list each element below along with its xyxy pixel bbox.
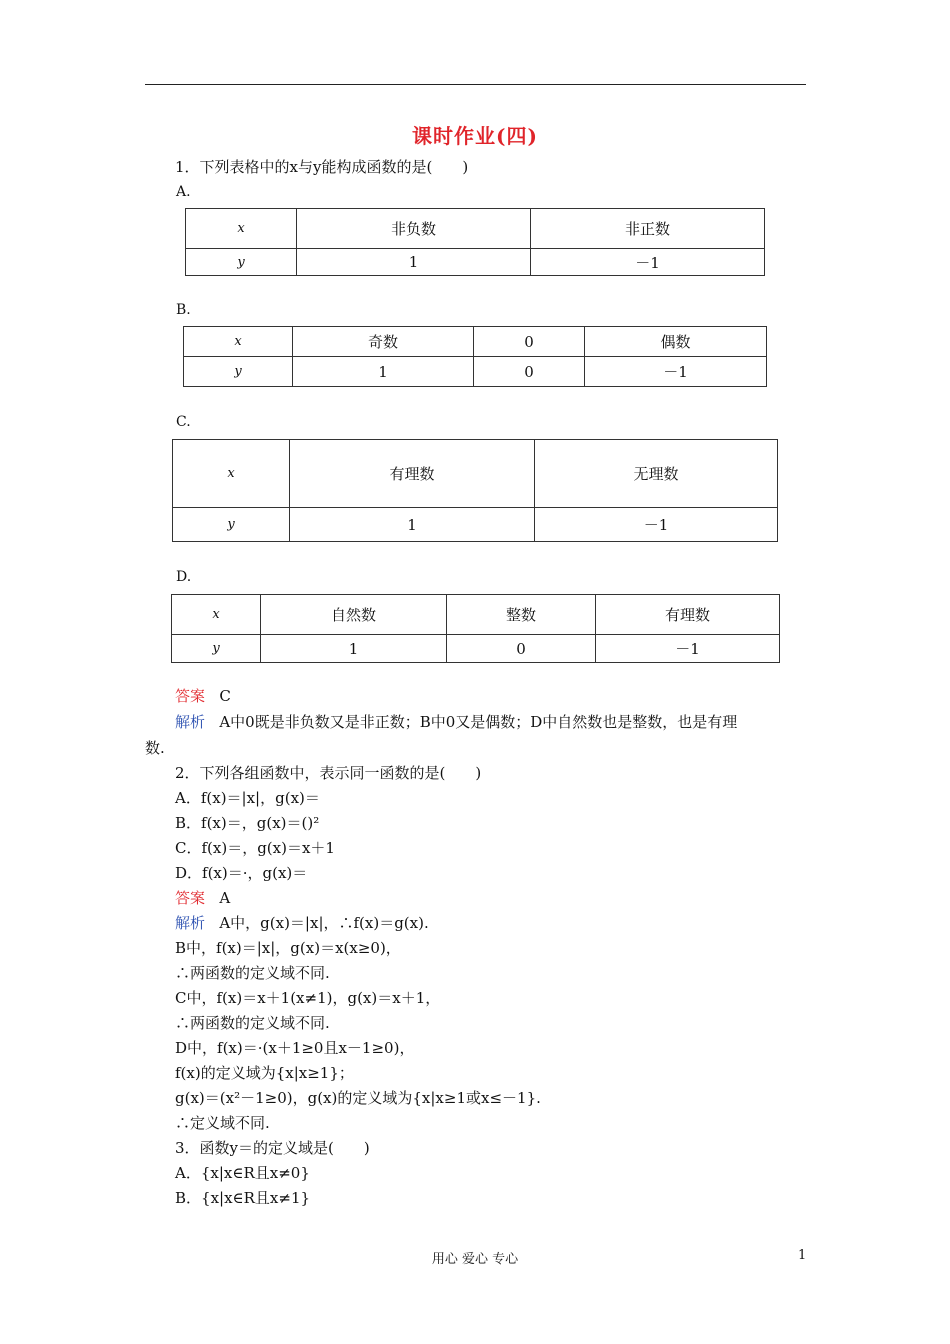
- table-cell: 1: [290, 508, 535, 542]
- table-cell: 1: [261, 635, 447, 663]
- table-cell: x: [186, 209, 297, 249]
- table-cell: －1: [535, 508, 778, 542]
- q2-analysis-line: ∴两函数的定义域不同.: [175, 1014, 330, 1032]
- table-cell: －1: [585, 357, 767, 387]
- table-cell: 1: [293, 357, 474, 387]
- q1-option-b-label: B.: [176, 302, 191, 318]
- table-cell: 有理数: [290, 440, 535, 508]
- q3-option-a: A．{x|x∈R且x≠0}: [175, 1164, 310, 1182]
- table-cell: 0: [474, 327, 585, 357]
- page-number: 1: [798, 1248, 807, 1263]
- q1-table-b: [183, 326, 767, 387]
- q2-analysis-line: C中，f(x)＝x＋1(x≠1)，g(x)＝x＋1，: [175, 989, 441, 1007]
- table-cell: －1: [531, 249, 765, 276]
- analysis-text: A中，g(x)＝|x|，∴f(x)＝g(x).: [219, 914, 429, 932]
- q2-option-c: C．f(x)＝，g(x)＝x＋1: [175, 839, 335, 857]
- table-cell: 0: [447, 635, 596, 663]
- q2-option-b: B．f(x)＝，g(x)＝()²: [175, 814, 320, 832]
- q2-analysis-line: B中，f(x)＝|x|，g(x)＝x(x≥0)，: [175, 939, 401, 957]
- table-cell: 1: [297, 249, 531, 276]
- answer-label: 答案: [175, 889, 206, 907]
- table-cell: y: [186, 249, 297, 276]
- table-cell: 奇数: [293, 327, 474, 357]
- q1-analysis: [175, 712, 737, 732]
- answer-label: 答案: [175, 687, 206, 705]
- table-cell: 整数: [447, 595, 596, 635]
- table-cell: 偶数: [585, 327, 767, 357]
- q2-option-d: D．f(x)＝·，g(x)＝: [175, 864, 308, 882]
- q2-option-a: A．f(x)＝|x|，g(x)＝: [175, 789, 320, 807]
- q2-analysis-line: ∴两函数的定义域不同.: [175, 964, 330, 982]
- q2-analysis-line: g(x)＝(x²－1≥0)，g(x)的定义域为{x|x≥1或x≤－1}.: [175, 1089, 541, 1107]
- table-cell: －1: [596, 635, 780, 663]
- table-cell: x: [172, 595, 261, 635]
- q3-option-b: B．{x|x∈R且x≠1}: [175, 1189, 311, 1207]
- q2-answer: [175, 888, 230, 908]
- q2-analysis-line: D中，f(x)＝·(x＋1≥0且x－1≥0)，: [175, 1039, 415, 1057]
- table-cell: 0: [474, 357, 585, 387]
- q2-analysis-line: f(x)的定义域为{x|x≥1}；: [175, 1064, 354, 1082]
- q1-stem: 1．下列表格中的x与y能构成函数的是( ): [175, 158, 469, 176]
- q1-option-d-label: D.: [176, 569, 192, 585]
- analysis-label: 解析: [175, 914, 206, 932]
- answer-value: A: [219, 889, 231, 907]
- q1-option-a-label: A.: [176, 184, 191, 200]
- q2-analysis: [175, 913, 429, 933]
- q1-option-c-label: C.: [176, 414, 191, 430]
- table-cell: y: [184, 357, 293, 387]
- q1-analysis-cont: 数.: [145, 739, 165, 757]
- page-footer: 用心 爱心 专心: [431, 1252, 519, 1267]
- q2-stem: 2．下列各组函数中，表示同一函数的是( ): [175, 764, 482, 782]
- analysis-text: A中0既是非负数又是非正数；B中0又是偶数；D中自然数也是整数，也是有理: [219, 713, 738, 731]
- table-cell: 有理数: [596, 595, 780, 635]
- table-cell: 非负数: [297, 209, 531, 249]
- q1-answer: [175, 686, 231, 706]
- analysis-label: 解析: [175, 713, 206, 731]
- q3-stem: 3．函数y＝的定义域是( ): [175, 1139, 370, 1157]
- page-title: 课时作业(四): [412, 124, 538, 148]
- answer-value: C: [219, 687, 231, 705]
- table-cell: x: [173, 440, 290, 508]
- table-cell: y: [173, 508, 290, 542]
- q1-table-d: [171, 594, 780, 663]
- q1-table-c: [172, 439, 778, 542]
- q1-table-a: [185, 208, 765, 276]
- table-cell: x: [184, 327, 293, 357]
- table-cell: 无理数: [535, 440, 778, 508]
- header-rule: [145, 84, 806, 85]
- q2-analysis-line: ∴定义域不同.: [175, 1114, 270, 1132]
- table-cell: 自然数: [261, 595, 447, 635]
- table-cell: y: [172, 635, 261, 663]
- table-cell: 非正数: [531, 209, 765, 249]
